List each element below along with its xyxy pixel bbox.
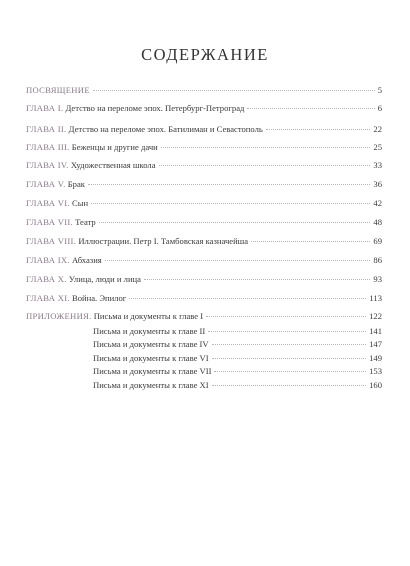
toc-page-number: 149 xyxy=(369,353,382,363)
dot-leader xyxy=(214,371,366,372)
toc-chapter-title: Театр xyxy=(75,217,96,227)
toc-appendix-entry xyxy=(93,339,382,350)
toc-chapter-label: ГЛАВА XI. xyxy=(26,293,70,303)
toc-appendix-entry xyxy=(93,326,382,337)
toc-chapter-label: ГЛАВА III. xyxy=(26,142,70,152)
toc-chapter-title: Детство на переломе эпох. Петербург-Петроград xyxy=(65,103,245,113)
toc-page-number: 33 xyxy=(373,160,382,170)
toc-entry-chapter-2 xyxy=(26,124,382,135)
toc-chapter-label: ПРИЛОЖЕНИЯ. xyxy=(26,311,92,321)
dot-leader xyxy=(129,298,366,299)
toc-entry-chapter-7 xyxy=(26,217,382,228)
toc-chapter-label: ГЛАВА I. xyxy=(26,103,64,113)
toc-page-number: 122 xyxy=(369,311,382,321)
toc-appendix-title: Письма и документы к главе VI xyxy=(93,353,209,363)
toc-appendix-entry xyxy=(93,380,382,391)
toc-chapter-label: ГЛАВА VIII. xyxy=(26,236,77,246)
toc-chapter-title: Брак xyxy=(67,179,85,189)
toc-page-number: 6 xyxy=(377,103,382,113)
toc-chapter-title: Иллюстрации. Петр I. Тамбовская казначейша xyxy=(78,236,249,246)
dot-leader xyxy=(93,90,375,91)
toc-entry-chapter-5 xyxy=(26,179,382,190)
toc-chapter-label: ГЛАВА IV. xyxy=(26,160,69,170)
toc-chapter-title: Письма и документы к главе I xyxy=(93,311,204,321)
toc-chapter-label: ГЛАВА IX. xyxy=(26,255,70,265)
toc-page-number: 48 xyxy=(373,217,382,227)
toc-appendix-title: Письма и документы к главе II xyxy=(93,326,206,336)
toc-chapter-label: ГЛАВА X. xyxy=(26,274,67,284)
dot-leader xyxy=(91,203,370,204)
toc-appendix-entry xyxy=(93,353,382,364)
toc-page-number: 86 xyxy=(373,255,382,265)
dot-leader xyxy=(159,165,371,166)
toc-page-number: 25 xyxy=(373,142,382,152)
toc-appendix-title: Письма и документы к главе IV xyxy=(93,339,209,349)
toc-entry-chapter-6 xyxy=(26,198,382,209)
dot-leader xyxy=(251,241,370,242)
dot-leader xyxy=(212,385,366,386)
toc-chapter-title: Война. Эпилог xyxy=(71,293,127,303)
dot-leader xyxy=(99,222,371,223)
toc-page-number: 160 xyxy=(369,380,382,390)
toc-entry-appendices xyxy=(26,311,382,322)
toc-entry-dedication xyxy=(26,85,382,96)
toc-page-number: 42 xyxy=(373,198,382,208)
toc-entry-chapter-8 xyxy=(26,236,382,247)
toc-chapter-title: Абхазия xyxy=(71,255,102,265)
toc-entry-chapter-11 xyxy=(26,293,382,304)
toc-appendix-title: Письма и документы к главе VII xyxy=(93,366,212,376)
toc-appendix-entry xyxy=(93,366,382,377)
toc-page-number: 147 xyxy=(369,339,382,349)
dot-leader xyxy=(161,147,371,148)
toc-chapter-title: Художественная школа xyxy=(70,160,156,170)
toc-chapter-title: Беженцы и другие дачи xyxy=(71,142,158,152)
toc-chapter-label: ГЛАВА II. xyxy=(26,124,67,134)
dot-leader xyxy=(206,316,366,317)
dot-leader xyxy=(208,331,366,332)
dot-leader xyxy=(88,184,370,185)
toc-chapter-label: ПОСВЯЩЕНИЕ xyxy=(26,85,90,95)
toc-chapter-label: ГЛАВА VII. xyxy=(26,217,73,227)
toc-entry-chapter-1 xyxy=(26,103,382,114)
toc-page-number: 22 xyxy=(373,124,382,134)
dot-leader xyxy=(266,129,371,130)
dot-leader xyxy=(212,358,366,359)
toc-appendix-title: Письма и документы к главе XI xyxy=(93,380,209,390)
toc-chapter-title: Улица, люди и лица xyxy=(68,274,141,284)
toc-chapter-label: ГЛАВА V. xyxy=(26,179,66,189)
toc-page-number: 36 xyxy=(373,179,382,189)
dot-leader xyxy=(105,260,371,261)
toc-entry-chapter-4 xyxy=(26,160,382,171)
page-title: СОДЕРЖАНИЕ xyxy=(141,45,269,64)
toc-entry-chapter-3 xyxy=(26,142,382,153)
toc-page-number: 69 xyxy=(373,236,382,246)
toc-entry-chapter-10 xyxy=(26,274,382,285)
toc-page-number: 5 xyxy=(377,85,382,95)
toc-page-number: 113 xyxy=(369,293,382,303)
dot-leader xyxy=(144,279,370,280)
toc-chapter-title: Сын xyxy=(71,198,89,208)
toc-page-number: 93 xyxy=(373,274,382,284)
dot-leader xyxy=(212,344,366,345)
dot-leader xyxy=(247,108,374,109)
toc-page-number: 153 xyxy=(369,366,382,376)
toc-chapter-title: Детство на переломе эпох. Батилиман и Севастополь xyxy=(68,124,263,134)
toc-page-number: 141 xyxy=(369,326,382,336)
toc-entry-chapter-9 xyxy=(26,255,382,266)
toc-chapter-label: ГЛАВА VI. xyxy=(26,198,70,208)
